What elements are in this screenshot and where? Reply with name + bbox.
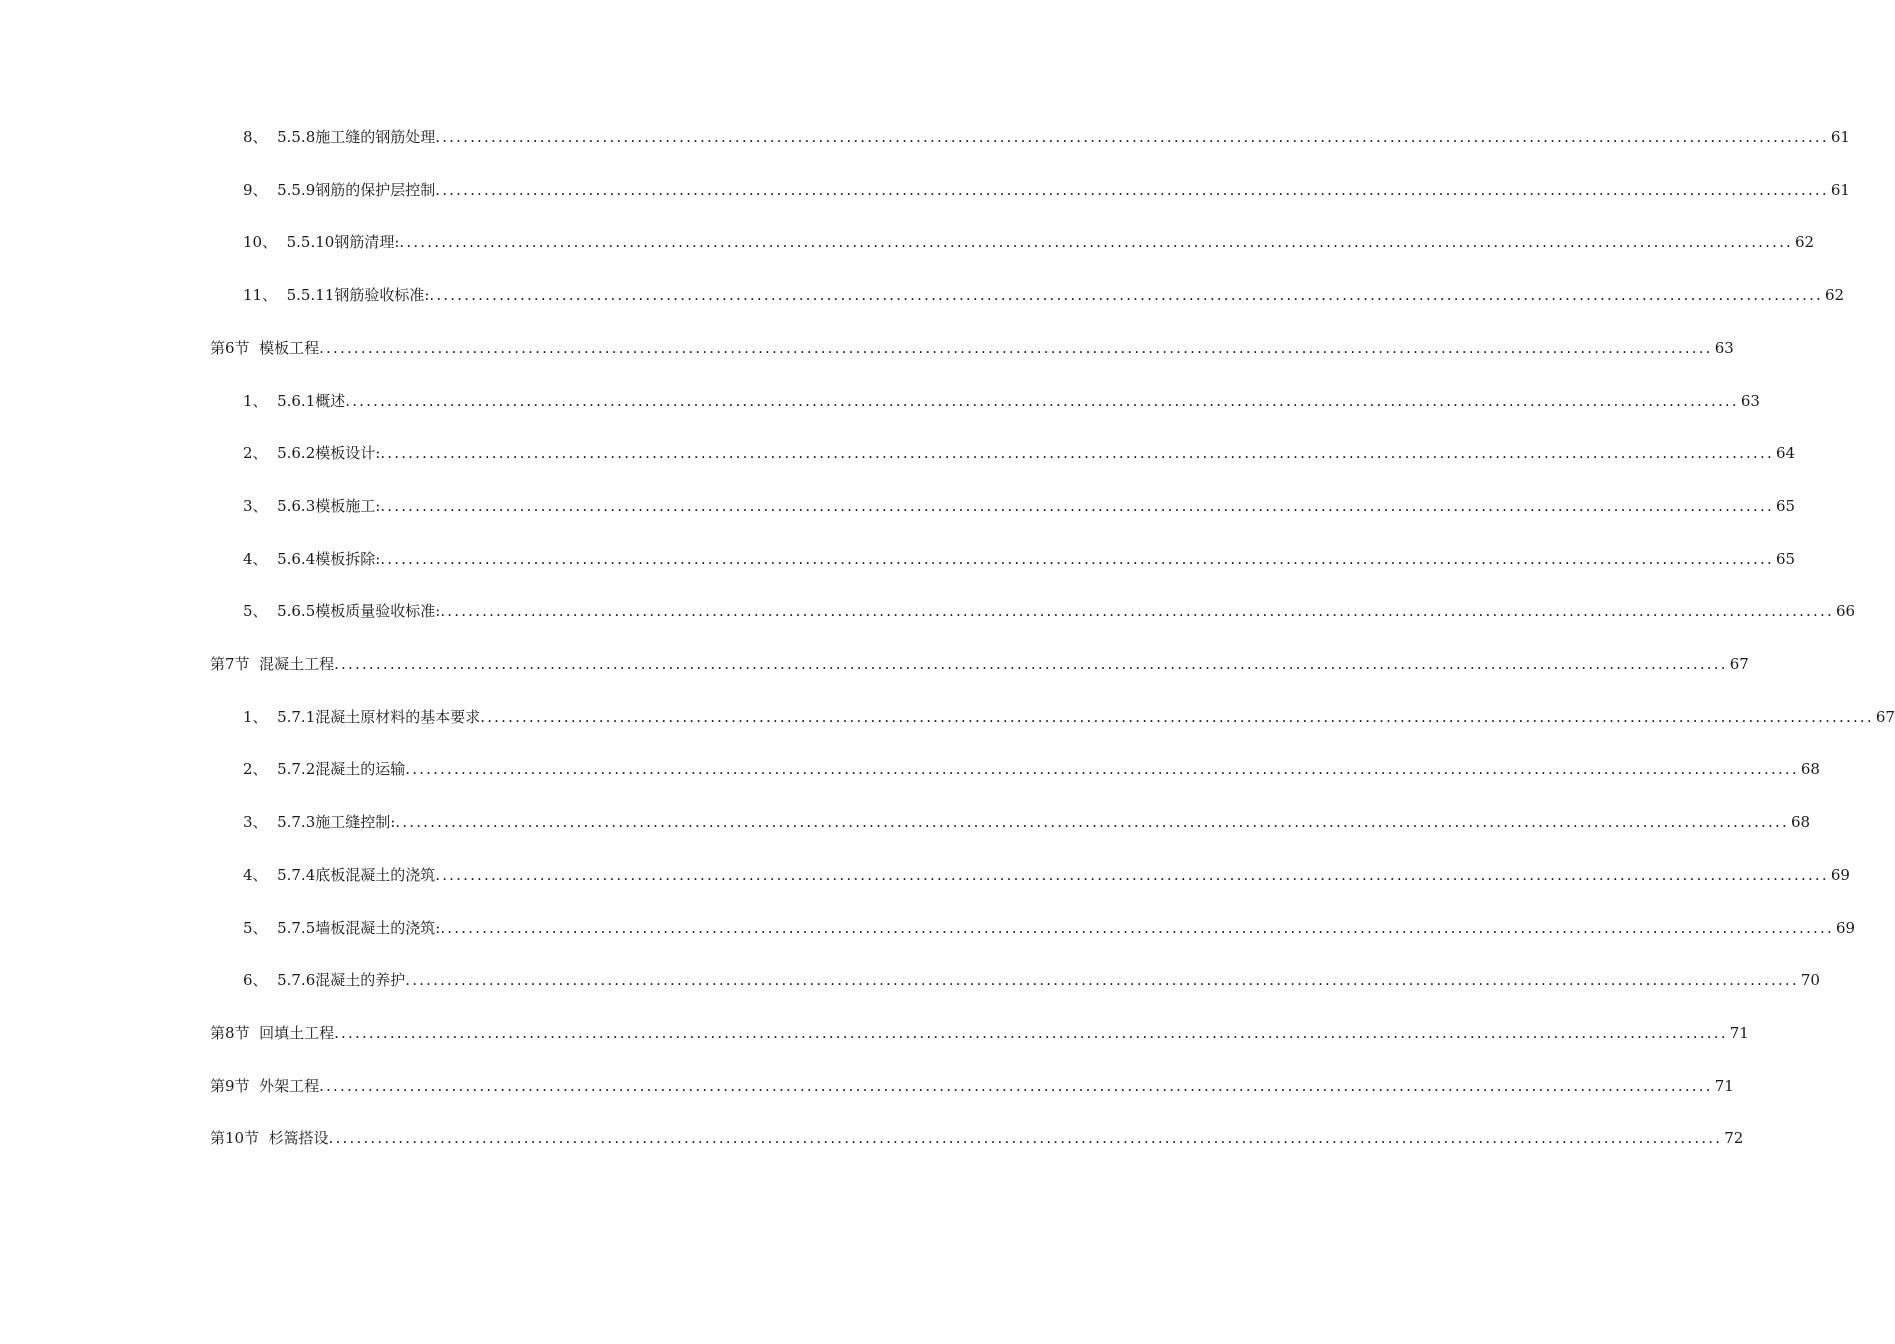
toc-entry[interactable] bbox=[243, 389, 1760, 413]
toc-entry[interactable] bbox=[243, 178, 1850, 202]
toc-page-number: 69 bbox=[1830, 866, 1850, 884]
toc-dot-leader: ........................................................................................................................................................................................................ bbox=[480, 708, 1874, 726]
toc-page-number: 63 bbox=[1740, 392, 1760, 410]
toc-page-number: 68 bbox=[1800, 760, 1820, 778]
toc-entry-label: 11、 5.5.11钢筋验收标准: bbox=[243, 286, 430, 304]
toc-entry-label: 第6节 模板工程 bbox=[210, 339, 320, 357]
toc-page-number: 62 bbox=[1825, 286, 1845, 304]
toc-page-number: 63 bbox=[1714, 339, 1734, 357]
toc-entry-label: 4、 5.7.4底板混凝土的浇筑 bbox=[243, 866, 436, 884]
toc-entry[interactable] bbox=[243, 705, 1895, 729]
toc-entry-label: 1、 5.7.1混凝土原材料的基本要求 bbox=[243, 708, 481, 726]
toc-dot-leader: ........................................................................................................................................................................................................ bbox=[399, 233, 1794, 251]
toc-dot-leader: ........................................................................................................................................................................................................ bbox=[435, 181, 1829, 199]
toc-dot-leader: ........................................................................................................................................................................................................ bbox=[440, 602, 1834, 620]
toc-page-number: 69 bbox=[1835, 919, 1856, 937]
toc-page-number: 65 bbox=[1775, 497, 1796, 515]
toc-page-number: 71 bbox=[1729, 1024, 1749, 1042]
toc-page-number: 65 bbox=[1775, 550, 1796, 568]
toc-page-number: 61 bbox=[1830, 128, 1850, 146]
toc-page-number: 61 bbox=[1830, 181, 1850, 199]
toc-page-number: 68 bbox=[1790, 813, 1811, 831]
toc-section-entry[interactable] bbox=[210, 1074, 1734, 1098]
toc-entry[interactable] bbox=[243, 599, 1856, 623]
toc-entry-label: 第9节 外架工程 bbox=[210, 1077, 320, 1095]
toc-dot-leader: ........................................................................................................................................................................................................ bbox=[380, 550, 1774, 568]
toc-entry-label: 第8节 回填土工程 bbox=[210, 1024, 335, 1042]
toc-section-entry[interactable] bbox=[210, 652, 1749, 676]
toc-entry-label: 3、 5.6.3模板施工: bbox=[243, 497, 381, 515]
toc-entry-label: 10、 5.5.10钢筋清理: bbox=[243, 233, 400, 251]
toc-dot-leader: ........................................................................................................................................................................................................ bbox=[405, 971, 1799, 989]
toc-entry-label: 1、 5.6.1概述 bbox=[243, 392, 346, 410]
toc-entry[interactable] bbox=[243, 810, 1811, 834]
toc-section-entry[interactable] bbox=[210, 336, 1734, 360]
toc-entry[interactable] bbox=[243, 547, 1796, 571]
toc-page-number: 67 bbox=[1729, 655, 1749, 673]
toc-page-number: 66 bbox=[1835, 602, 1856, 620]
toc-entry[interactable] bbox=[243, 125, 1850, 149]
toc-section-entry[interactable] bbox=[210, 1021, 1749, 1045]
toc-entry[interactable] bbox=[243, 968, 1820, 992]
toc-entry[interactable] bbox=[243, 863, 1850, 887]
toc-dot-leader: ........................................................................................................................................................................................................ bbox=[440, 919, 1834, 937]
toc-page-number: 64 bbox=[1775, 444, 1796, 462]
toc-entry-label: 9、 5.5.9钢筋的保护层控制 bbox=[243, 181, 436, 199]
toc-page-number: 70 bbox=[1800, 971, 1820, 989]
toc-dot-leader: ........................................................................................................................................................................................................ bbox=[435, 128, 1829, 146]
toc-entry-label: 4、 5.6.4模板拆除: bbox=[243, 550, 381, 568]
toc-entry[interactable] bbox=[243, 283, 1845, 307]
toc-page-number: 71 bbox=[1714, 1077, 1734, 1095]
toc-entry-label: 第10节 杉篙搭设 bbox=[210, 1129, 329, 1147]
toc-dot-leader: ........................................................................................................................................................................................................ bbox=[345, 392, 1739, 410]
toc-dot-leader: ........................................................................................................................................................................................................ bbox=[380, 497, 1774, 515]
toc-entry[interactable] bbox=[243, 441, 1796, 465]
toc-entry[interactable] bbox=[243, 757, 1820, 781]
toc-entry[interactable] bbox=[243, 230, 1815, 254]
toc-entry[interactable] bbox=[243, 916, 1856, 940]
toc-dot-leader: ........................................................................................................................................................................................................ bbox=[334, 655, 1728, 673]
toc-entry-label: 8、 5.5.8施工缝的钢筋处理 bbox=[243, 128, 436, 146]
toc-dot-leader: ........................................................................................................................................................................................................ bbox=[328, 1129, 1723, 1147]
toc-entry-label: 5、 5.6.5模板质量验收标准: bbox=[243, 602, 441, 620]
toc-dot-leader: ........................................................................................................................................................................................................ bbox=[435, 866, 1829, 884]
toc-entry-label: 6、 5.7.6混凝土的养护 bbox=[243, 971, 406, 989]
toc-dot-leader: ........................................................................................................................................................................................................ bbox=[380, 444, 1774, 462]
toc-dot-leader: ........................................................................................................................................................................................................ bbox=[405, 760, 1799, 778]
toc-section-entry[interactable] bbox=[210, 1126, 1744, 1150]
toc-entry-label: 第7节 混凝土工程 bbox=[210, 655, 335, 673]
toc-dot-leader: ........................................................................................................................................................................................................ bbox=[334, 1024, 1728, 1042]
toc-dot-leader: ........................................................................................................................................................................................................ bbox=[319, 1077, 1713, 1095]
toc-entry-label: 5、 5.7.5墙板混凝土的浇筑: bbox=[243, 919, 441, 937]
toc-entry-label: 3、 5.7.3施工缝控制: bbox=[243, 813, 396, 831]
toc-page-number: 62 bbox=[1795, 233, 1815, 251]
toc-page-number: 72 bbox=[1724, 1129, 1744, 1147]
toc-dot-leader: ........................................................................................................................................................................................................ bbox=[319, 339, 1713, 357]
toc-dot-leader: ........................................................................................................................................................................................................ bbox=[395, 813, 1789, 831]
toc-entry[interactable] bbox=[243, 494, 1796, 518]
toc-entry-label: 2、 5.6.2模板设计: bbox=[243, 444, 381, 462]
toc-page-number: 67 bbox=[1875, 708, 1895, 726]
toc-entry-label: 2、 5.7.2混凝土的运输 bbox=[243, 760, 406, 778]
toc-dot-leader: ........................................................................................................................................................................................................ bbox=[429, 286, 1824, 304]
